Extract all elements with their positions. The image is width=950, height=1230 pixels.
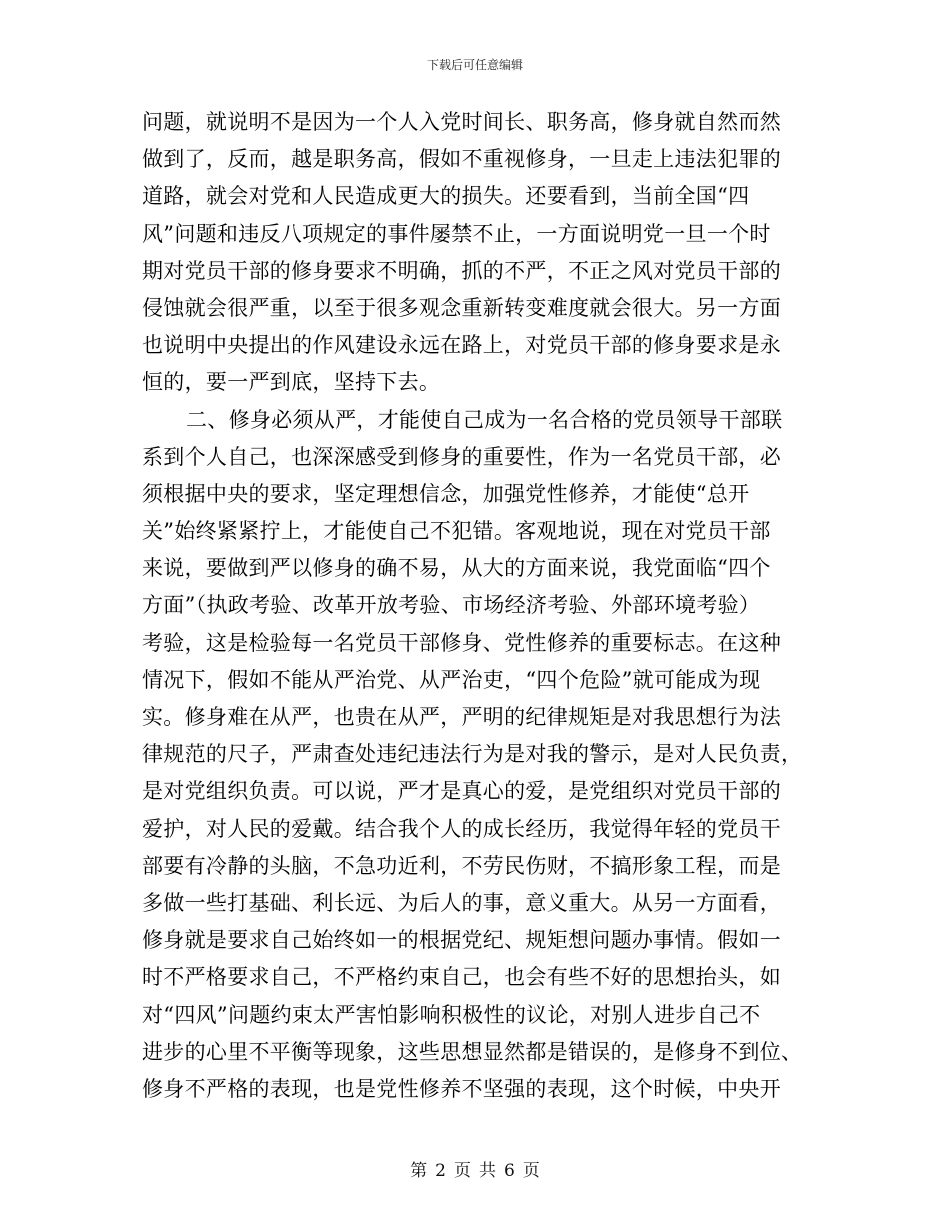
- current-page-number: 2: [435, 1161, 446, 1181]
- text-line: 修身不严格的表现，也是党性修养不坚强的表现，这个时候，中央开: [142, 1076, 781, 1101]
- page-footer: [0, 1156, 950, 1181]
- text-line: 是对党组织负责。可以说，严才是真心的爱，是党组织对党员干部的: [142, 779, 781, 804]
- text-line: 方面”（执政考验、改革开放考验、市场经济考验、外部环境考验）: [142, 593, 761, 618]
- text-line: 情况下，假如不能从严治党、从严治吏，“四个危险”就可能成为现: [142, 667, 761, 692]
- text-line: 做到了，反而，越是职务高，假如不重视修身，一旦走上违法犯罪的: [142, 147, 781, 172]
- footer-suffix: 页: [522, 1161, 540, 1181]
- text-line: 问题，就说明不是因为一个人入党时间长、职务高，修身就自然而然: [142, 110, 781, 134]
- text-line: 也说明中央提出的作风建设永远在路上，对党员干部的修身要求是永: [142, 333, 781, 358]
- text-line: 须根据中央的要求，坚定理想信念，加强党性修养，才能使“总开: [142, 481, 750, 506]
- text-line: 进步的心里不平衡等现象，这些思想显然都是错误的，是修身不到位、: [142, 1039, 803, 1064]
- text-line: 关”始终紧紧拧上，才能使自己不犯错。客观地说，现在对党员干部: [142, 519, 771, 544]
- text-line: 多做一些打基础、利长远、为后人的事，意义重大。从另一方面看，: [142, 890, 781, 915]
- footer-mid2: 共: [479, 1161, 496, 1181]
- text-line: 道路，就会对党和人民造成更大的损失。还要看到，当前全国“四: [142, 184, 750, 209]
- text-line: 爱护，对人民的爱戴。结合我个人的成长经历，我觉得年轻的党员干: [142, 816, 781, 841]
- total-page-count: 6: [504, 1161, 515, 1181]
- text-line: 风”问题和违反八项规定的事件屡禁不止，一方面说明党一旦一个时: [142, 221, 771, 246]
- text-line: 系到个人自己，也深深感受到修身的重要性，作为一名党员干部，必: [142, 444, 781, 469]
- text-line: 期对党员干部的修身要求不明确，抓的不严，不正之风对党员干部的: [142, 258, 781, 283]
- paragraph-start-line: 二、修身必须从严，才能使自己成为一名合格的党员领导干部联: [186, 407, 783, 432]
- body-text: [142, 104, 802, 1108]
- text-line: 恒的，要一严到底，坚持下去。: [142, 370, 441, 395]
- text-line: 考验，这是检验每一名党员干部修身、党性修养的重要标志。在这种: [142, 630, 781, 655]
- text-line: 对“四风”问题约束太严害怕影响积极性的议论，对别人进步自己不: [142, 1002, 761, 1027]
- page-header: 下载后可任意编辑: [426, 58, 523, 72]
- text-line: 实。修身难在从严，也贵在从严，严明的纪律规矩是对我思想行为法: [142, 705, 781, 729]
- text-line: 部要有冷静的头脑，不急功近利，不劳民伤财，不搞形象工程，而是: [142, 853, 781, 878]
- text-line: 侵蚀就会很严重，以至于很多观念重新转变难度就会很大。另一方面: [142, 295, 781, 320]
- footer-prefix: 第: [410, 1161, 428, 1181]
- text-line: 时不严格要求自己，不严格约束自己，也会有些不好的思想抬头，如: [142, 965, 781, 990]
- text-line: 来说，要做到严以修身的确不易，从大的方面来说，我党面临“四个: [142, 556, 771, 581]
- text-line: 修身就是要求自己始终如一的根据党纪、规矩想问题办事情。假如一: [142, 928, 781, 953]
- footer-mid: 页: [454, 1161, 471, 1181]
- text-line: 律规范的尺子，严肃查处违纪违法行为是对我的警示，是对人民负责，: [142, 742, 803, 767]
